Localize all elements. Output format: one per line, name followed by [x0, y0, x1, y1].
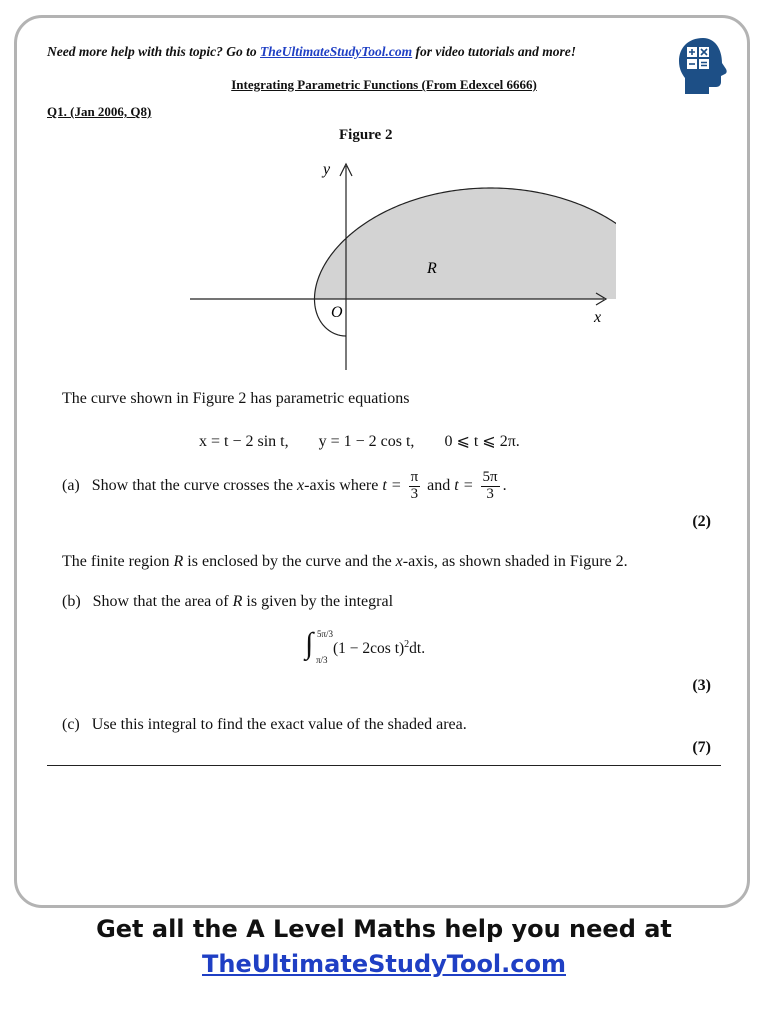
part-a-end: . [502, 476, 507, 494]
parametric-curve-figure [186, 152, 616, 374]
part-b-marks: (3) [692, 677, 711, 694]
fraction-numerator: 5π [482, 469, 498, 485]
study-tool-link[interactable]: TheUltimateStudyTool.com [260, 44, 413, 59]
part-a-marks: (2) [692, 513, 711, 530]
fraction-5pi-over-3 [481, 470, 500, 503]
part-b-r: R [232, 593, 243, 610]
question-reference: Q1. (Jan 2006, Q8) [47, 104, 152, 119]
part-a [62, 470, 507, 503]
region-text-mid: is enclosed by the curve and the [183, 553, 396, 570]
integrand-power: 2 [404, 639, 410, 650]
fraction-pi-over-3 [409, 470, 421, 503]
help-note-after: for video tutorials and more! [412, 44, 577, 59]
integral-sign: ∫ [305, 627, 314, 660]
part-a-t2-lhs: t = [454, 476, 474, 494]
divider [47, 765, 721, 766]
integrand [333, 639, 425, 658]
part-a-text-mid: -axis where [304, 476, 383, 494]
x-axis-label: x [594, 309, 602, 326]
part-b-label: (b) [62, 593, 81, 610]
shaded-region [315, 188, 617, 299]
part-c-marks: (7) [692, 739, 711, 756]
part-a-t1-lhs: t = [382, 476, 402, 494]
part-c-text: Use this integral to find the exact value of the shaded area. [91, 716, 467, 733]
fraction-denominator: 3 [486, 485, 494, 502]
and-word: and [427, 476, 451, 494]
parametric-equations [199, 431, 520, 451]
figure-caption: Figure 2 [339, 127, 393, 143]
part-a-text-before: Show that the curve crosses the [91, 476, 298, 494]
part-a-label: (a) [62, 476, 80, 494]
region-text-x: x [395, 553, 403, 570]
integral-lower-limit: π/3 [316, 655, 328, 665]
region-label: R [427, 260, 437, 277]
integral-upper-limit: 5π/3 [317, 629, 334, 639]
part-b [62, 593, 393, 611]
part-b-text-before: Show that the area of [92, 593, 233, 610]
origin-label: O [331, 304, 343, 321]
region-statement [62, 553, 628, 571]
part-b-text-after: is given by the integral [242, 593, 394, 610]
region-text-r: R [173, 553, 184, 570]
part-c-label: (c) [62, 716, 80, 733]
page-frame [14, 15, 750, 908]
footer-link[interactable]: TheUltimateStudyTool.com [202, 950, 566, 978]
y-axis-label: y [323, 161, 331, 178]
part-c [62, 716, 467, 734]
region-text-before: The finite region [62, 553, 174, 570]
x-equation: x = t − 2 sin t, [199, 433, 289, 450]
help-note-before: Need more help with this topic? Go to [47, 44, 261, 59]
integrand-dt: dt. [409, 640, 426, 658]
y-equation: y = 1 − 2 cos t, [318, 433, 415, 450]
sheet-title: Integrating Parametric Functions (From Edexcel 6666) [231, 77, 537, 92]
region-text-after: -axis, as shown shaded in Figure 2. [402, 553, 628, 570]
fraction-denominator: 3 [410, 485, 419, 502]
question-intro: The curve shown in Figure 2 has parametric equations [62, 390, 410, 407]
parameter-range: 0 ⩽ t ⩽ 2π. [444, 433, 520, 450]
fraction-numerator: π [410, 469, 419, 485]
part-a-x-word: x [297, 476, 305, 494]
integrand-expression: (1 − 2cos t) [333, 640, 405, 658]
footer-text: Get all the A Level Maths help you need at [96, 915, 672, 943]
help-note [47, 44, 576, 60]
